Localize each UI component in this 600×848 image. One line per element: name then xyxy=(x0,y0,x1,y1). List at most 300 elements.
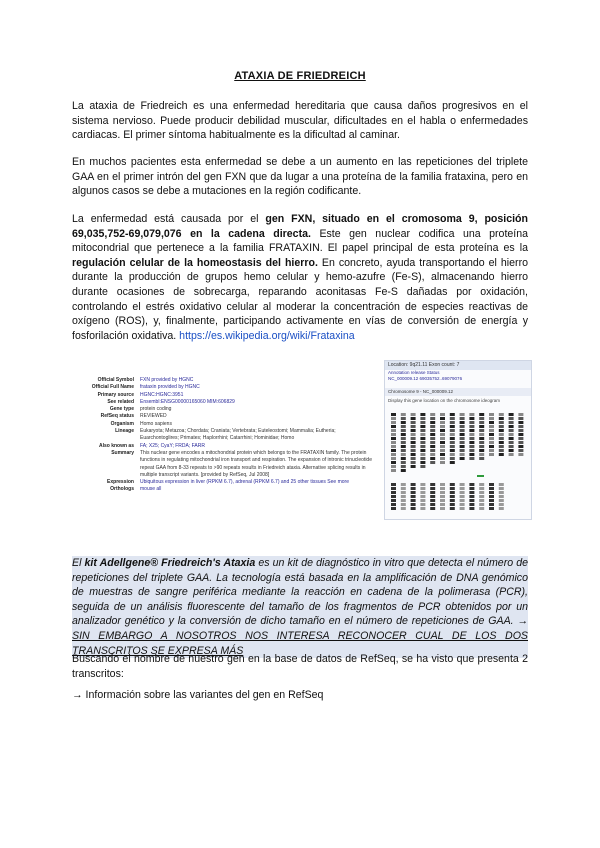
ideogram-band xyxy=(420,449,425,452)
ideogram-band xyxy=(479,445,484,448)
ideogram-band xyxy=(401,417,406,420)
ideogram-band xyxy=(469,413,474,416)
ideogram-band xyxy=(420,421,425,424)
ideogram-band xyxy=(430,425,435,428)
gene-info-table xyxy=(72,377,372,537)
ideogram-band xyxy=(401,445,406,448)
ideogram-band xyxy=(430,441,435,444)
ideogram-band xyxy=(420,461,425,464)
ideogram-band xyxy=(450,491,455,494)
gene-table-key: Summary xyxy=(111,449,134,456)
ideogram-band xyxy=(450,457,455,460)
chromo-row-2: NC_000009.12 69035752..69079076 xyxy=(388,376,463,381)
ideogram-band xyxy=(430,417,435,420)
ideogram-band xyxy=(440,445,445,448)
page-title: ATAXIA DE FRIEDREICH xyxy=(234,70,366,82)
ideogram-band xyxy=(420,483,425,486)
ideogram-band xyxy=(401,457,406,460)
ideogram-band xyxy=(450,503,455,506)
gene-table-value: Ensembl:ENSG00000165060 MIM:606829 xyxy=(140,398,235,405)
ideogram-band xyxy=(401,421,406,424)
ideogram-band xyxy=(460,503,465,506)
ideogram-band xyxy=(420,457,425,460)
ideogram-band xyxy=(430,487,435,490)
gene-table-row xyxy=(72,486,372,493)
ideogram-band xyxy=(420,429,425,432)
ideogram-band xyxy=(469,483,474,486)
ideogram-band xyxy=(411,507,416,510)
ideogram-band xyxy=(391,421,396,424)
intro-paragraph: La ataxia de Friedreich es una enfermedad hereditaria que causa daños progresivos en el sistema nervioso. Puede producir debilidad muscular, dificultades en el habla o enfermedades cardiacas. El primer síntoma habitualmente es la dificultad al caminar. xyxy=(72,100,528,142)
ideogram-band xyxy=(391,461,396,464)
ideogram-band xyxy=(489,433,494,436)
ideogram-band xyxy=(479,491,484,494)
ideogram-band xyxy=(391,429,396,432)
kit-text-2: es un kit de diagnóstico in vitro que detecta el número de repeticiones del triplete GAA. La tecnología está basada en la amplificación de DNA genómico de muestras de sangre periférica mediante la reacción en cadena de la polimerasa (PCR), seguida de un análisis fluorescente del tamaño de los fragmentos de PCR obtenidos por un analizador genético y la conversión de dicho tamaño en el número de repeticiones de GAA. → xyxy=(72,557,529,628)
ideogram-band xyxy=(489,483,494,486)
ideogram-band xyxy=(499,433,504,436)
ideogram-band xyxy=(411,503,416,506)
ideogram-band xyxy=(509,445,514,448)
ideogram-band xyxy=(479,441,484,444)
ideogram-band xyxy=(460,507,465,510)
ideogram-band xyxy=(489,495,494,498)
ideogram-band xyxy=(489,453,494,456)
ideogram-band xyxy=(440,429,445,432)
gene-table-value: HGNC:HGNC:3951 xyxy=(140,391,184,398)
ideogram-band xyxy=(509,433,514,436)
ideogram-band xyxy=(420,503,425,506)
ideogram-band xyxy=(430,507,435,510)
ideogram-band xyxy=(489,507,494,510)
ideogram-band xyxy=(489,441,494,444)
cause-paragraph: En muchos pacientes esta enfermedad se debe a un aumento en las repeticiones del triplete GAA en el primer intrón del gen FXN que da lugar a una proteína de la familia frataxina, pero en algunos casos se debe a mutaciones en la región codificante. xyxy=(72,156,528,198)
ideogram-band xyxy=(430,453,435,456)
ideogram-band xyxy=(450,421,455,424)
ideogram-band xyxy=(420,491,425,494)
ideogram-band xyxy=(460,499,465,502)
ideogram-band xyxy=(391,491,396,494)
ideogram-band xyxy=(469,503,474,506)
gene-table-row xyxy=(72,443,372,450)
ideogram-band xyxy=(450,417,455,420)
ideogram-band xyxy=(499,445,504,448)
ideogram-band xyxy=(440,421,445,424)
ideogram-band xyxy=(509,453,514,456)
ideogram-band xyxy=(460,449,465,452)
gene-table-value: This nuclear gene encodes a mitochondrial protein which belongs to the FRATAXIN family. The protein functions in regulating mitochondrial iron transport and respiration. The expansion of intronic trinucleotide repeat GAA from 8-33 repeats to >90 repeats results in Friedreich ataxia. Alternative splicing results in multiple transcript variants. [provided by RefSeq, Jul 2008] xyxy=(140,449,372,478)
ideogram-band xyxy=(420,499,425,502)
gene-location-bold: gen FXN, situado en el cromosoma 9, posición 69,035,752-69,079,076 en la cadena directa. xyxy=(72,213,528,240)
ideogram-band xyxy=(420,413,425,416)
ideogram-band xyxy=(411,429,416,432)
gene-table-key: Also known as xyxy=(98,442,134,449)
ideogram-band xyxy=(479,499,484,502)
kit-text-1: El xyxy=(72,557,85,569)
chromosome-ideogram xyxy=(385,409,531,519)
kit-paragraph xyxy=(72,556,528,658)
ideogram-band xyxy=(391,453,396,456)
ideogram-band xyxy=(479,421,484,424)
ideogram-band xyxy=(469,417,474,420)
ideogram-band xyxy=(460,453,465,456)
gene-table-key: Expression xyxy=(107,479,134,486)
ideogram-band xyxy=(489,499,494,502)
ideogram-band xyxy=(518,449,523,452)
ideogram-band xyxy=(450,499,455,502)
gene-table-value: REVIEWED xyxy=(140,413,167,420)
ideogram-band xyxy=(411,457,416,460)
ideogram-band xyxy=(411,449,416,452)
ideogram-band xyxy=(401,441,406,444)
ideogram-band xyxy=(430,429,435,432)
ideogram-band xyxy=(479,453,484,456)
ideogram-band xyxy=(460,437,465,440)
gene-text-3: En concreto, ayuda transportando el hierro durante la producción de grupos hemo celular y hemo-azufre (Fe-S), almacenando hierro durante ocasiones de sobrecarga, reparando aconitasas Fe-S dañadas por oxidación, controlando el estrés oxidativo celular al moderar la concentración de especies reactivas de oxígeno (ROS), y, finalmente, participando activamente en vías de conversión de energía y fosforilación oxidativa. xyxy=(72,256,528,342)
ideogram-band xyxy=(391,425,396,428)
ideogram-band xyxy=(489,437,494,440)
ideogram-band xyxy=(430,437,435,440)
ideogram-band xyxy=(509,449,514,452)
ideogram-band xyxy=(460,495,465,498)
ideogram-band xyxy=(499,499,504,502)
ideogram-band xyxy=(440,507,445,510)
ideogram-band xyxy=(430,413,435,416)
ideogram-band xyxy=(420,465,425,468)
ideogram-band xyxy=(469,421,474,424)
ideogram-band xyxy=(440,461,445,464)
ideogram-band xyxy=(450,507,455,510)
ideogram-band xyxy=(391,469,396,472)
gene-table-row xyxy=(72,479,372,486)
ideogram-band xyxy=(450,461,455,464)
ideogram-band xyxy=(479,429,484,432)
ideogram-band xyxy=(430,495,435,498)
gene-text-2: Este gen nuclear codifica una proteína mitocondrial que pertenece a la familia FRATAXIN. El papel principal de esta proteína es la xyxy=(72,227,529,255)
gene-table-row xyxy=(72,413,372,420)
ideogram-band xyxy=(411,487,416,490)
gene-table-row xyxy=(72,377,372,384)
chromo-sub xyxy=(385,370,531,388)
ideogram-band xyxy=(411,441,416,444)
ideogram-band xyxy=(509,417,514,420)
ideogram-band xyxy=(499,429,504,432)
ideogram-band xyxy=(391,495,396,498)
ideogram-band xyxy=(401,465,406,468)
ideogram-band xyxy=(411,499,416,502)
gene-table-row xyxy=(72,392,372,399)
gene-table-key: Organism xyxy=(110,420,134,427)
ideogram-band xyxy=(469,491,474,494)
gene-table-key: Official Symbol xyxy=(97,377,134,383)
ideogram-band xyxy=(469,457,474,460)
ideogram-band xyxy=(440,495,445,498)
ideogram-band xyxy=(499,453,504,456)
ideogram-band xyxy=(391,441,396,444)
ideogram-band xyxy=(420,433,425,436)
ideogram-band xyxy=(489,429,494,432)
gene-table-key: Official Full Name xyxy=(91,384,134,391)
ideogram-band xyxy=(499,425,504,428)
ideogram-band xyxy=(440,491,445,494)
ideogram-band xyxy=(430,499,435,502)
ideogram-band xyxy=(411,495,416,498)
ideogram-band xyxy=(420,495,425,498)
ideogram-band xyxy=(411,425,416,428)
ideogram-band xyxy=(509,421,514,424)
ideogram-band xyxy=(469,433,474,436)
ideogram-band xyxy=(489,417,494,420)
gene-table-row xyxy=(72,428,372,443)
kit-name-bold: kit Adellgene® Friedreich's Ataxia xyxy=(84,557,256,569)
ideogram-band xyxy=(469,499,474,502)
ideogram-band xyxy=(391,483,396,486)
ideogram-band xyxy=(440,437,445,440)
ideogram-band xyxy=(391,499,396,502)
ideogram-band xyxy=(411,465,416,468)
ideogram-band xyxy=(430,421,435,424)
gene-table-key: Gene type xyxy=(109,406,134,413)
ideogram-band xyxy=(440,503,445,506)
ideogram-band xyxy=(450,483,455,486)
ideogram-band xyxy=(391,507,396,510)
ideogram-band xyxy=(401,425,406,428)
gene-table-key: See related xyxy=(107,398,134,405)
ideogram-band xyxy=(518,421,523,424)
chromosome-ideogram-panel xyxy=(384,360,532,520)
ideogram-band xyxy=(401,469,406,472)
ideogram-band xyxy=(430,449,435,452)
ideogram-band xyxy=(391,449,396,452)
ideogram-band xyxy=(499,491,504,494)
ideogram-band xyxy=(460,413,465,416)
ideogram-band xyxy=(440,499,445,502)
ideogram-band xyxy=(420,453,425,456)
ideogram-band xyxy=(509,425,514,428)
ideogram-band xyxy=(420,441,425,444)
gene-table-row xyxy=(72,399,372,406)
ideogram-band xyxy=(401,461,406,464)
ideogram-band xyxy=(430,433,435,436)
ideogram-band xyxy=(430,503,435,506)
ideogram-band xyxy=(401,491,406,494)
ideogram-band xyxy=(518,433,523,436)
ideogram-band xyxy=(479,425,484,428)
ideogram-band xyxy=(440,425,445,428)
ideogram-band xyxy=(460,433,465,436)
ideogram-band xyxy=(469,487,474,490)
ideogram-band xyxy=(469,495,474,498)
ideogram-band xyxy=(518,441,523,444)
ideogram-band xyxy=(391,487,396,490)
ideogram-band xyxy=(460,441,465,444)
ideogram-band xyxy=(460,487,465,490)
wikipedia-link[interactable]: https://es.wikipedia.org/wiki/Frataxina xyxy=(179,329,355,342)
ideogram-band xyxy=(499,437,504,440)
gene-table-value: frataxin provided by HGNC xyxy=(140,384,200,391)
ideogram-band xyxy=(430,461,435,464)
ideogram-band xyxy=(499,495,504,498)
ideogram-band xyxy=(391,465,396,468)
ideogram-band xyxy=(420,437,425,440)
ideogram-band xyxy=(411,461,416,464)
ideogram-band xyxy=(460,425,465,428)
ideogram-band xyxy=(450,433,455,436)
ideogram-band xyxy=(411,437,416,440)
ideogram-band xyxy=(440,413,445,416)
ideogram-band xyxy=(518,429,523,432)
ideogram-band xyxy=(440,449,445,452)
ideogram-band xyxy=(401,413,406,416)
gene-table-value: mouse all xyxy=(140,486,162,493)
ideogram-band xyxy=(430,457,435,460)
ideogram-band xyxy=(518,425,523,428)
ideogram-band xyxy=(391,503,396,506)
ideogram-band xyxy=(411,413,416,416)
ideogram-band xyxy=(411,433,416,436)
ideogram-band xyxy=(460,457,465,460)
ideogram-band xyxy=(450,441,455,444)
ideogram-band xyxy=(499,487,504,490)
ideogram-band xyxy=(460,429,465,432)
ideogram-band xyxy=(518,453,523,456)
ideogram-band xyxy=(450,425,455,428)
gene-table-row xyxy=(72,406,372,413)
gene-table-key: Primary source xyxy=(97,391,134,398)
ideogram-band xyxy=(391,413,396,416)
ideogram-band xyxy=(401,483,406,486)
ideogram-band xyxy=(479,495,484,498)
ideogram-band xyxy=(509,413,514,416)
ideogram-band xyxy=(420,487,425,490)
ideogram-band xyxy=(509,429,514,432)
gene-table-key: RefSeq status xyxy=(100,413,134,420)
ideogram-band xyxy=(469,441,474,444)
ideogram-band xyxy=(450,445,455,448)
ideogram-band xyxy=(489,491,494,494)
ideogram-band xyxy=(469,507,474,510)
gene-table-value: Homo sapiens xyxy=(140,420,172,427)
ideogram-band xyxy=(391,457,396,460)
gene-table-key: Lineage xyxy=(115,428,134,435)
ideogram-band xyxy=(420,445,425,448)
ideogram-band xyxy=(469,445,474,448)
ideogram-band xyxy=(460,421,465,424)
ideogram-band xyxy=(440,453,445,456)
ideogram-band xyxy=(479,449,484,452)
ideogram-band xyxy=(420,425,425,428)
ideogram-band xyxy=(401,433,406,436)
ideogram-band xyxy=(499,413,504,416)
gene-text-1: La enfermedad está causada por el xyxy=(72,213,266,225)
ideogram-band xyxy=(430,491,435,494)
ideogram-band xyxy=(401,429,406,432)
ideogram-band xyxy=(440,483,445,486)
ideogram-band xyxy=(499,507,504,510)
chromo-row-1: Annotation release Status xyxy=(388,370,440,375)
ideogram-band xyxy=(450,453,455,456)
ideogram-band xyxy=(391,445,396,448)
gene-table-value: FXN provided by HGNC xyxy=(140,377,194,383)
ideogram-band xyxy=(469,425,474,428)
gene-paragraph xyxy=(72,212,528,343)
ideogram-band xyxy=(499,483,504,486)
ideogram-band xyxy=(430,483,435,486)
ideogram-band xyxy=(450,449,455,452)
gene-table-value: Eukaryota; Metazoa; Chordata; Craniata; Vertebrata; Euteleostomi; Mammalia; Eutheria; Euarchontoglires; Primates; Haplorrhini; Catarrhini; Hominidae; Homo xyxy=(140,428,336,442)
ideogram-band xyxy=(440,487,445,490)
ideogram-band xyxy=(479,417,484,420)
chromo-bar: Chromosome 9 - NC_000009.12 xyxy=(385,388,531,396)
ideogram-band xyxy=(411,453,416,456)
ideogram-band xyxy=(440,417,445,420)
ideogram-band xyxy=(401,503,406,506)
ideogram-band xyxy=(450,487,455,490)
ideogram-band xyxy=(479,457,484,460)
ideogram-band xyxy=(440,433,445,436)
ideogram-band xyxy=(489,445,494,448)
gene-table-value: Ubiquitous expression in liver (RPKM 6.7), adrenal (RPKM 6.7) and 25 other tissues See more xyxy=(140,479,349,486)
ideogram-band xyxy=(479,503,484,506)
ideogram-band xyxy=(411,491,416,494)
ideogram-band xyxy=(401,437,406,440)
ideogram-band xyxy=(479,507,484,510)
ideogram-band xyxy=(430,445,435,448)
ideogram-band xyxy=(450,495,455,498)
ideogram-band xyxy=(460,491,465,494)
iron-regulation-bold: regulación celular de la homeostasis del hierro. xyxy=(72,256,318,269)
ideogram-band xyxy=(469,453,474,456)
gene-table-row xyxy=(72,384,372,391)
ideogram-band xyxy=(489,487,494,490)
ideogram-band xyxy=(411,445,416,448)
ideogram-band xyxy=(479,437,484,440)
gene-table-value: protein coding xyxy=(140,406,172,413)
refseq-paragraph: Buscando el nombre de nuestro gen en la base de datos de RefSeq, se ha visto que presenta 2 transcritos: xyxy=(72,653,528,680)
gene-table-row xyxy=(72,421,372,428)
ideogram-band xyxy=(401,495,406,498)
ideogram-band xyxy=(489,425,494,428)
ideogram-band xyxy=(489,413,494,416)
ideogram-band xyxy=(479,433,484,436)
ideogram-band xyxy=(489,421,494,424)
ideogram-band xyxy=(469,429,474,432)
kit-underline-note: SIN EMBARGO A NOSOTROS NOS INTERESA RECONOCER CUAL DE LOS DOS TRANSCRITOS SE EXPRESA MÁS xyxy=(72,629,528,657)
ideogram-band xyxy=(489,449,494,452)
ideogram-band xyxy=(391,417,396,420)
ideogram-band xyxy=(518,445,523,448)
ideogram-band xyxy=(489,503,494,506)
ideogram-band xyxy=(499,421,504,424)
ideogram-band xyxy=(420,417,425,420)
ideogram-band xyxy=(499,449,504,452)
ideogram-band xyxy=(518,413,523,416)
refseq-variants-link[interactable]: → Información sobre las variantes del gen en RefSeq xyxy=(72,689,324,701)
ideogram-band xyxy=(509,437,514,440)
ideogram-band xyxy=(479,483,484,486)
ideogram-band xyxy=(518,417,523,420)
chromo-header: Location: 9q21.11 Exon count: 7 xyxy=(385,361,531,370)
ideogram-band xyxy=(440,441,445,444)
gene-table-row xyxy=(72,450,372,479)
ideogram-band xyxy=(460,483,465,486)
ideogram-band xyxy=(450,437,455,440)
ideogram-band xyxy=(518,437,523,440)
ideogram-band xyxy=(499,441,504,444)
ideogram-band xyxy=(509,441,514,444)
ideogram-band xyxy=(391,437,396,440)
gene-table-key: Orthologs xyxy=(110,486,134,493)
